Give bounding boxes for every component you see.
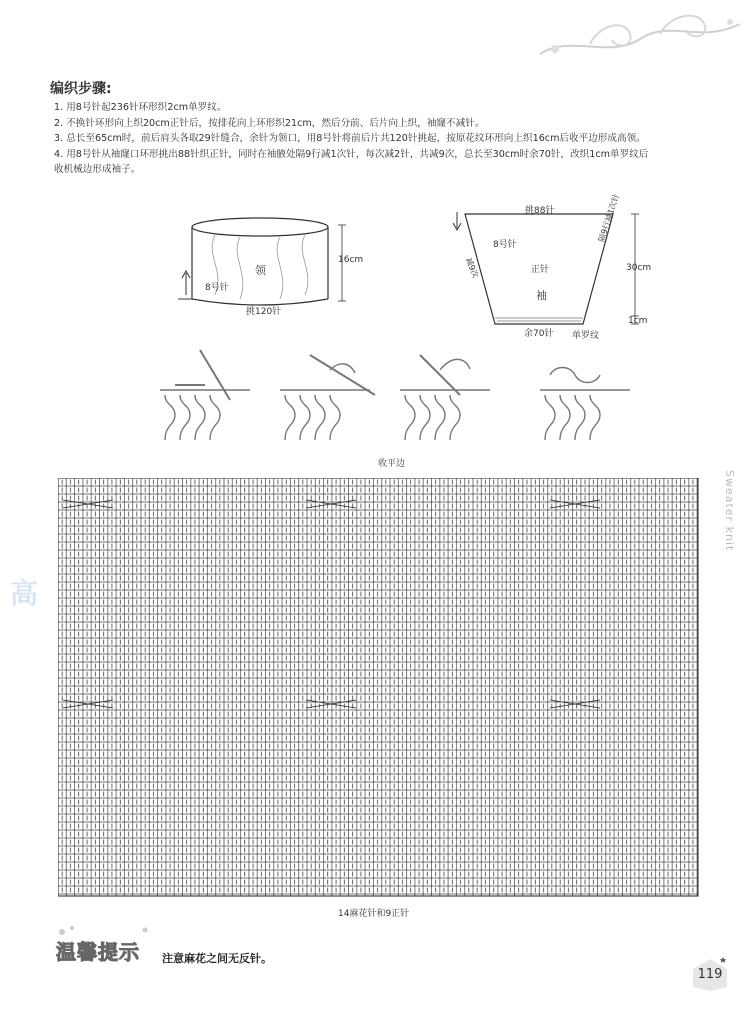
sleeve-cuff-label: 1cm xyxy=(628,316,648,326)
tip-text: 注意麻花之间无反针。 xyxy=(162,952,272,965)
side-text: Sweater knit xyxy=(723,470,736,552)
page-title: 编织步骤: xyxy=(50,81,112,97)
sleeve-needle-label: 8号针 xyxy=(493,240,517,250)
chart-caption: 14麻花针和9正针 xyxy=(338,909,410,919)
collar-pickup-label: 挑120针 xyxy=(246,307,282,317)
bind-off-caption: 收平边 xyxy=(378,459,406,469)
sleeve-right-decrease: 隔9行减1次针 xyxy=(596,192,622,244)
decorative-swirl xyxy=(530,4,750,66)
sleeve-name-label: 袖 xyxy=(536,289,547,302)
step-3: 3. 总长至65cm时，前后肩头各取29针缝合，余针为领口，用8号针将前后片共120针挑起，按原花纹环形向上织16cm后收平边形成高领。 xyxy=(54,133,646,144)
page-number: 119 xyxy=(697,967,723,982)
step-1: 1. 用8号针起236针环形织2cm单罗纹。 xyxy=(54,102,227,113)
sleeve-stitch-label: 正针 xyxy=(531,265,550,275)
collar-name-label: 领 xyxy=(255,264,266,277)
tip-logo xyxy=(50,922,160,970)
tip-logo-text: 温馨提示 xyxy=(56,940,140,964)
sleeve-bottom-label: 余70针 xyxy=(524,329,554,339)
bind-off-illustrations xyxy=(140,345,640,450)
sleeve-height-label: 30cm xyxy=(626,263,652,273)
sleeve-top-label: 挑88针 xyxy=(525,206,555,216)
page-number-badge xyxy=(690,957,730,993)
collar-needle-label: 8号针 xyxy=(205,283,229,293)
step-2: 2. 不换针环形向上织20cm正针后，按排花向上环形织21cm，然后分前、后片向上织，袖窿不减针。 xyxy=(54,117,485,129)
collar-height-label: 16cm xyxy=(338,255,364,265)
instruction-steps xyxy=(54,100,654,178)
sleeve-rib-label: 单罗纹 xyxy=(572,331,600,341)
watermark: 高 xyxy=(10,577,45,610)
step-4: 4. 用8号针从袖窿口环形挑出88针织正针，同时在袖腋处隔9行减1次针，每次减2针，共减9次，总长至30cm时余70针，改织1cm单罗纹后收机械边形成袖子。 xyxy=(54,148,649,175)
sleeve-left-decrease: 减9次 xyxy=(463,256,480,280)
knitting-chart xyxy=(58,478,700,898)
